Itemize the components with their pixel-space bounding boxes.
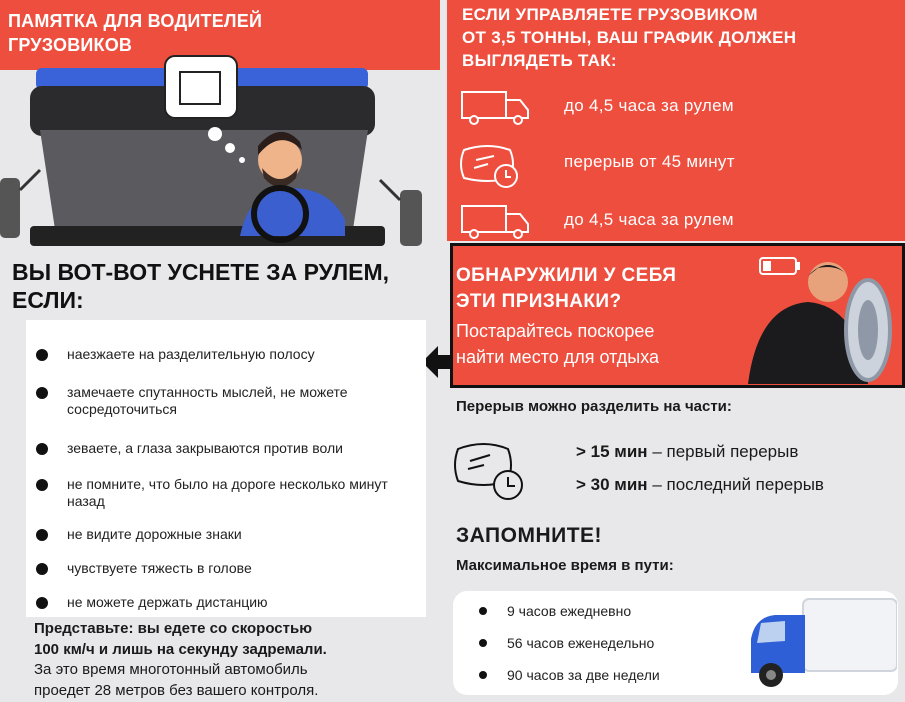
list-item-text: не можете держать дистанцию	[67, 594, 268, 610]
schedule-row-text: до 4,5 часа за рулем	[564, 210, 734, 229]
bullet-icon	[36, 563, 48, 575]
break-row	[576, 442, 798, 462]
max-time-subtitle: Максимальное время в пути:	[456, 557, 674, 574]
break-duration: > 30 мин	[576, 475, 648, 494]
page-title-line: ПАМЯТКА ДЛЯ ВОДИТЕЛЕЙ	[8, 11, 263, 31]
bullet-icon	[479, 607, 487, 615]
signs-subtitle	[456, 318, 756, 370]
signs-title	[456, 263, 756, 315]
schedule-row	[458, 198, 898, 242]
symptom-list	[26, 320, 426, 617]
list-item-text: 9 часов ежедневно	[507, 603, 632, 619]
break-label: – последний перерыв	[652, 475, 824, 494]
sleep-warning-heading	[12, 258, 432, 314]
bullet-icon	[479, 639, 487, 647]
signs-title-line: ЭТИ ПРИЗНАКИ?	[456, 291, 622, 312]
delivery-truck-icon	[745, 595, 897, 691]
bullet-icon	[36, 387, 48, 399]
bullet-icon	[36, 479, 48, 491]
list-item-text: 90 часов за две недели	[507, 667, 660, 683]
imagine-text-line: проедет 28 метров без вашего контроля.	[34, 682, 319, 699]
signs-subtitle-line: Постарайтесь поскорее	[456, 321, 655, 341]
left-mirror	[0, 178, 20, 238]
signs-title-line: ОБНАРУЖИЛИ У СЕБЯ	[456, 265, 677, 286]
tired-driver-illustration	[748, 246, 900, 384]
schedule-row-text: до 4,5 часа за рулем	[564, 96, 734, 115]
bullet-icon	[36, 529, 48, 541]
truck-icon	[458, 198, 533, 242]
break-duration: > 15 мин	[576, 442, 648, 461]
list-item-text: зеваете, а глаза закрываются против воли	[67, 440, 343, 456]
imagine-text	[34, 659, 434, 701]
sleep-warning-line: ВЫ ВОТ-ВОТ УСНЕТЕ ЗА РУЛЕМ,	[12, 259, 390, 285]
page-title-line: ГРУЗОВИКОВ	[8, 35, 133, 55]
list-item-text: наезжаете на разделительную полосу	[67, 346, 315, 362]
list-item-text: чувствуете тяжесть в голове	[67, 560, 252, 576]
bullet-icon	[36, 443, 48, 455]
thought-bubble	[165, 56, 237, 118]
driver-head	[808, 262, 848, 302]
bullet-icon	[479, 671, 487, 679]
schedule-title-line: ЕСЛИ УПРАВЛЯЕТЕ ГРУЗОВИКОМ	[462, 5, 758, 24]
bullet-icon	[36, 349, 48, 361]
list-item-text: не видите дорожные знаки	[67, 526, 242, 542]
list-item-text: замечаете спутанность мыслей, не можете сосредоточиться	[67, 384, 348, 417]
breaks-title: Перерыв можно разделить на части:	[456, 398, 732, 415]
imagine-emphasis	[34, 618, 434, 660]
truck-cab-illustration	[0, 50, 440, 250]
truck-icon	[458, 84, 533, 128]
arrow-left-icon	[422, 344, 452, 380]
sleep-warning-line: ЕСЛИ:	[12, 287, 84, 313]
pillow-clock-icon	[452, 437, 527, 503]
schedule-title	[462, 3, 902, 72]
imagine-text-line: За это время многотонный автомобиль	[34, 661, 308, 678]
schedule-title-line: ОТ 3,5 ТОННЫ, ВАШ ГРАФИК ДОЛЖЕН	[462, 28, 797, 47]
schedule-row	[458, 84, 898, 128]
remember-title: ЗАПОМНИТЕ!	[456, 524, 603, 547]
break-row	[576, 475, 824, 495]
break-label: – первый перерыв	[652, 442, 799, 461]
schedule-row	[458, 140, 898, 184]
imagine-bold-line: Представьте: вы едете со скоростью	[34, 620, 313, 637]
schedule-title-line: ВЫГЛЯДЕТЬ ТАК:	[462, 51, 617, 70]
imagine-bold-line: 100 км/ч и лишь на секунду задремали.	[34, 641, 327, 658]
bullet-icon	[36, 597, 48, 609]
right-mirror	[400, 190, 422, 246]
schedule-row-text: перерыв от 45 минут	[564, 152, 735, 171]
signs-subtitle-line: найти место для отдыха	[456, 347, 660, 367]
list-item-text: не помните, что было на дороге несколько минут назад	[67, 476, 388, 509]
max-time-list	[453, 591, 898, 695]
list-item-text: 56 часов еженедельно	[507, 635, 655, 651]
pillow-clock-icon	[458, 140, 533, 190]
